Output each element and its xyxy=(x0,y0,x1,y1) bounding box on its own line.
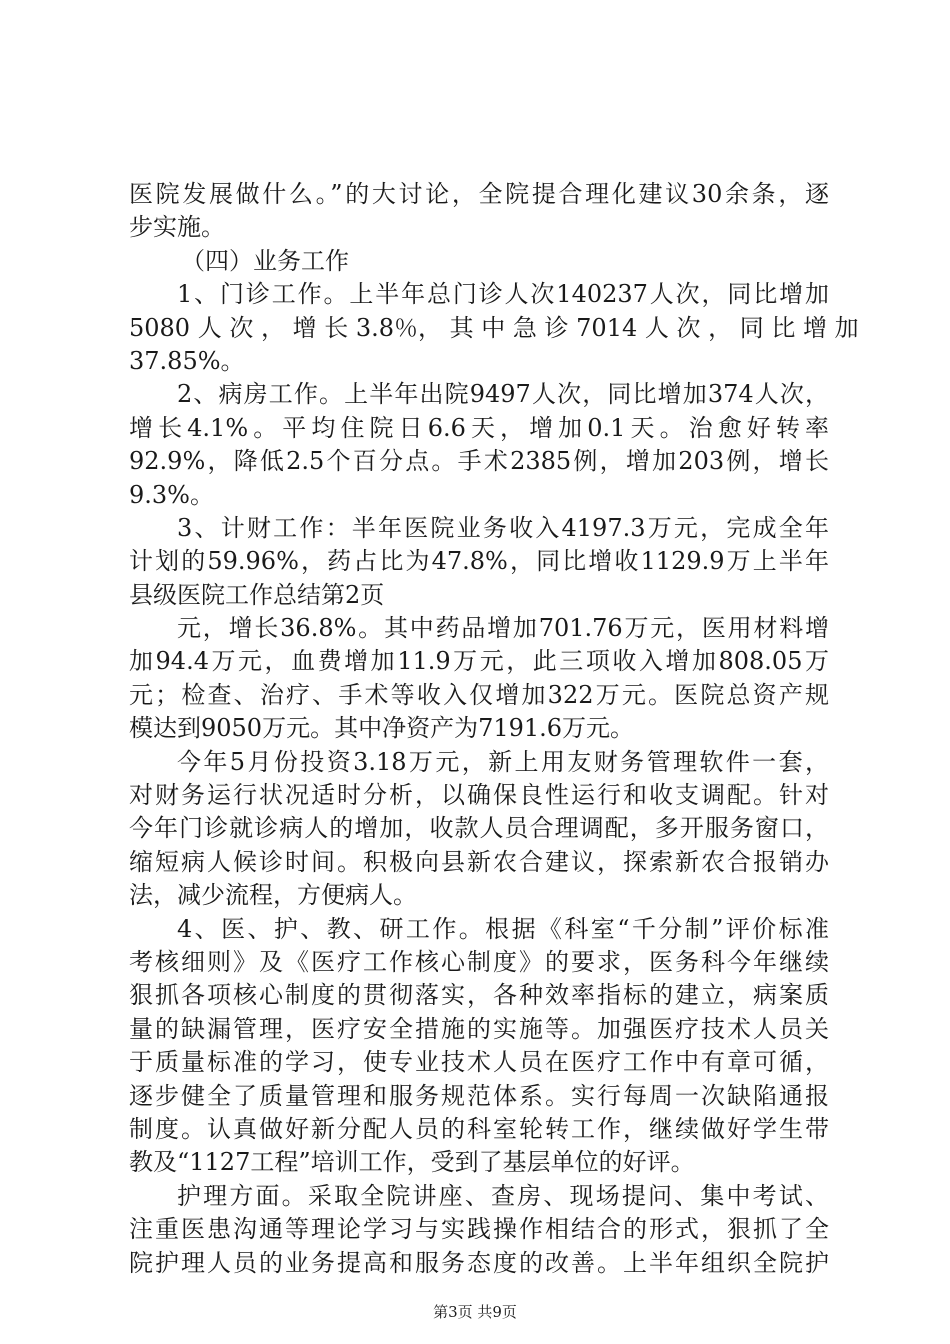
text-line: 医院发展做什么。”的大讨论，全院提合理化建议30余条，逐 xyxy=(129,180,829,208)
text-line: 量的缺漏管理，医疗安全措施的实施等。加强医疗技术人员关 xyxy=(129,1014,829,1043)
inserted-page-title: 县级医院工作总结第2页 xyxy=(129,580,385,609)
text-line: 2、病房工作。上半年出院9497人次，同比增加374人次， xyxy=(177,380,829,409)
document-body xyxy=(129,178,859,1280)
text-line: 加94.4万元，血费增加11.9万元，此三项收入增加808.05万 xyxy=(129,647,829,676)
text-line: 元，增长36.8%。其中药品增加701.76万元，医用材料增 xyxy=(177,614,829,643)
text-line: 步实施。 xyxy=(129,213,225,242)
text-line: 元；检查、治疗、手术等收入仅增加322万元。医院总资产规 xyxy=(129,680,829,709)
text-line: 今年门诊就诊病人的增加，收款人员合理调配，多开服务窗口， xyxy=(129,814,829,843)
text-line: 院护理人员的业务提高和服务态度的改善。上半年组织全院护 xyxy=(129,1248,829,1277)
text-line: 教及“1127工程”培训工作，受到了基层单位的好评。 xyxy=(129,1148,695,1177)
page-number-footer: 第3页 共9页 xyxy=(433,1303,517,1321)
text-line: 增长4.1%。平均住院日6.6天，增加0.1天。治愈好转率 xyxy=(129,413,829,442)
text-line: 5080 人 次 ， 增 长 3.8％， 其 中 急 诊 7014 人 次 ， 同 比 增 加 xyxy=(129,313,859,342)
text-line: 注重医患沟通等理论学习与实践操作相结合的形式，狠抓了全 xyxy=(129,1215,829,1244)
section-heading: （四）业务工作 xyxy=(181,246,349,275)
text-line: 法，减少流程，方便病人。 xyxy=(129,881,417,910)
text-line: 护理方面。采取全院讲座、查房、现场提问、集中考试、 xyxy=(177,1181,829,1210)
text-line: 逐步健全了质量管理和服务规范体系。实行每周一次缺陷通报 xyxy=(129,1081,829,1110)
text-line: 于质量标准的学习，使专业技术人员在医疗工作中有章可循， xyxy=(129,1048,829,1077)
text-line: 92.9%，降低2.5个百分点。手术2385例，增加203例，增长 xyxy=(129,447,829,476)
text-line: 缩短病人候诊时间。积极向县新农合建议，探索新农合报销办 xyxy=(129,847,829,876)
text-line: 对财务运行状况适时分析，以确保良性运行和收支调配。针对 xyxy=(129,781,829,810)
text-line: 制度。认真做好新分配人员的科室轮转工作，继续做好学生带 xyxy=(129,1114,829,1143)
text-line: 模达到9050万元。其中净资产为7191.6万元。 xyxy=(129,714,635,743)
text-line: 1、门诊工作。上半年总门诊人次140237人次，同比增加 xyxy=(177,280,829,309)
text-line: 考核细则》及《医疗工作核心制度》的要求，医务科今年继续 xyxy=(129,947,829,976)
text-line: 3、计财工作：半年医院业务收入4197.3万元，完成全年 xyxy=(177,513,829,542)
text-line: 37.85%。 xyxy=(129,346,245,375)
text-line: 4、医、护、教、研工作。根据《科室“千分制”评价标准 xyxy=(177,914,829,943)
text-line: 今年5月份投资3.18万元，新上用友财务管理软件一套， xyxy=(177,747,829,776)
text-line: 狠抓各项核心制度的贯彻落实，各种效率指标的建立，病案质 xyxy=(129,981,829,1010)
text-line: 计划的59.96%，药占比为47.8%，同比增收1129.9万上半年 xyxy=(129,547,829,576)
text-line: 9.3%。 xyxy=(129,480,214,509)
